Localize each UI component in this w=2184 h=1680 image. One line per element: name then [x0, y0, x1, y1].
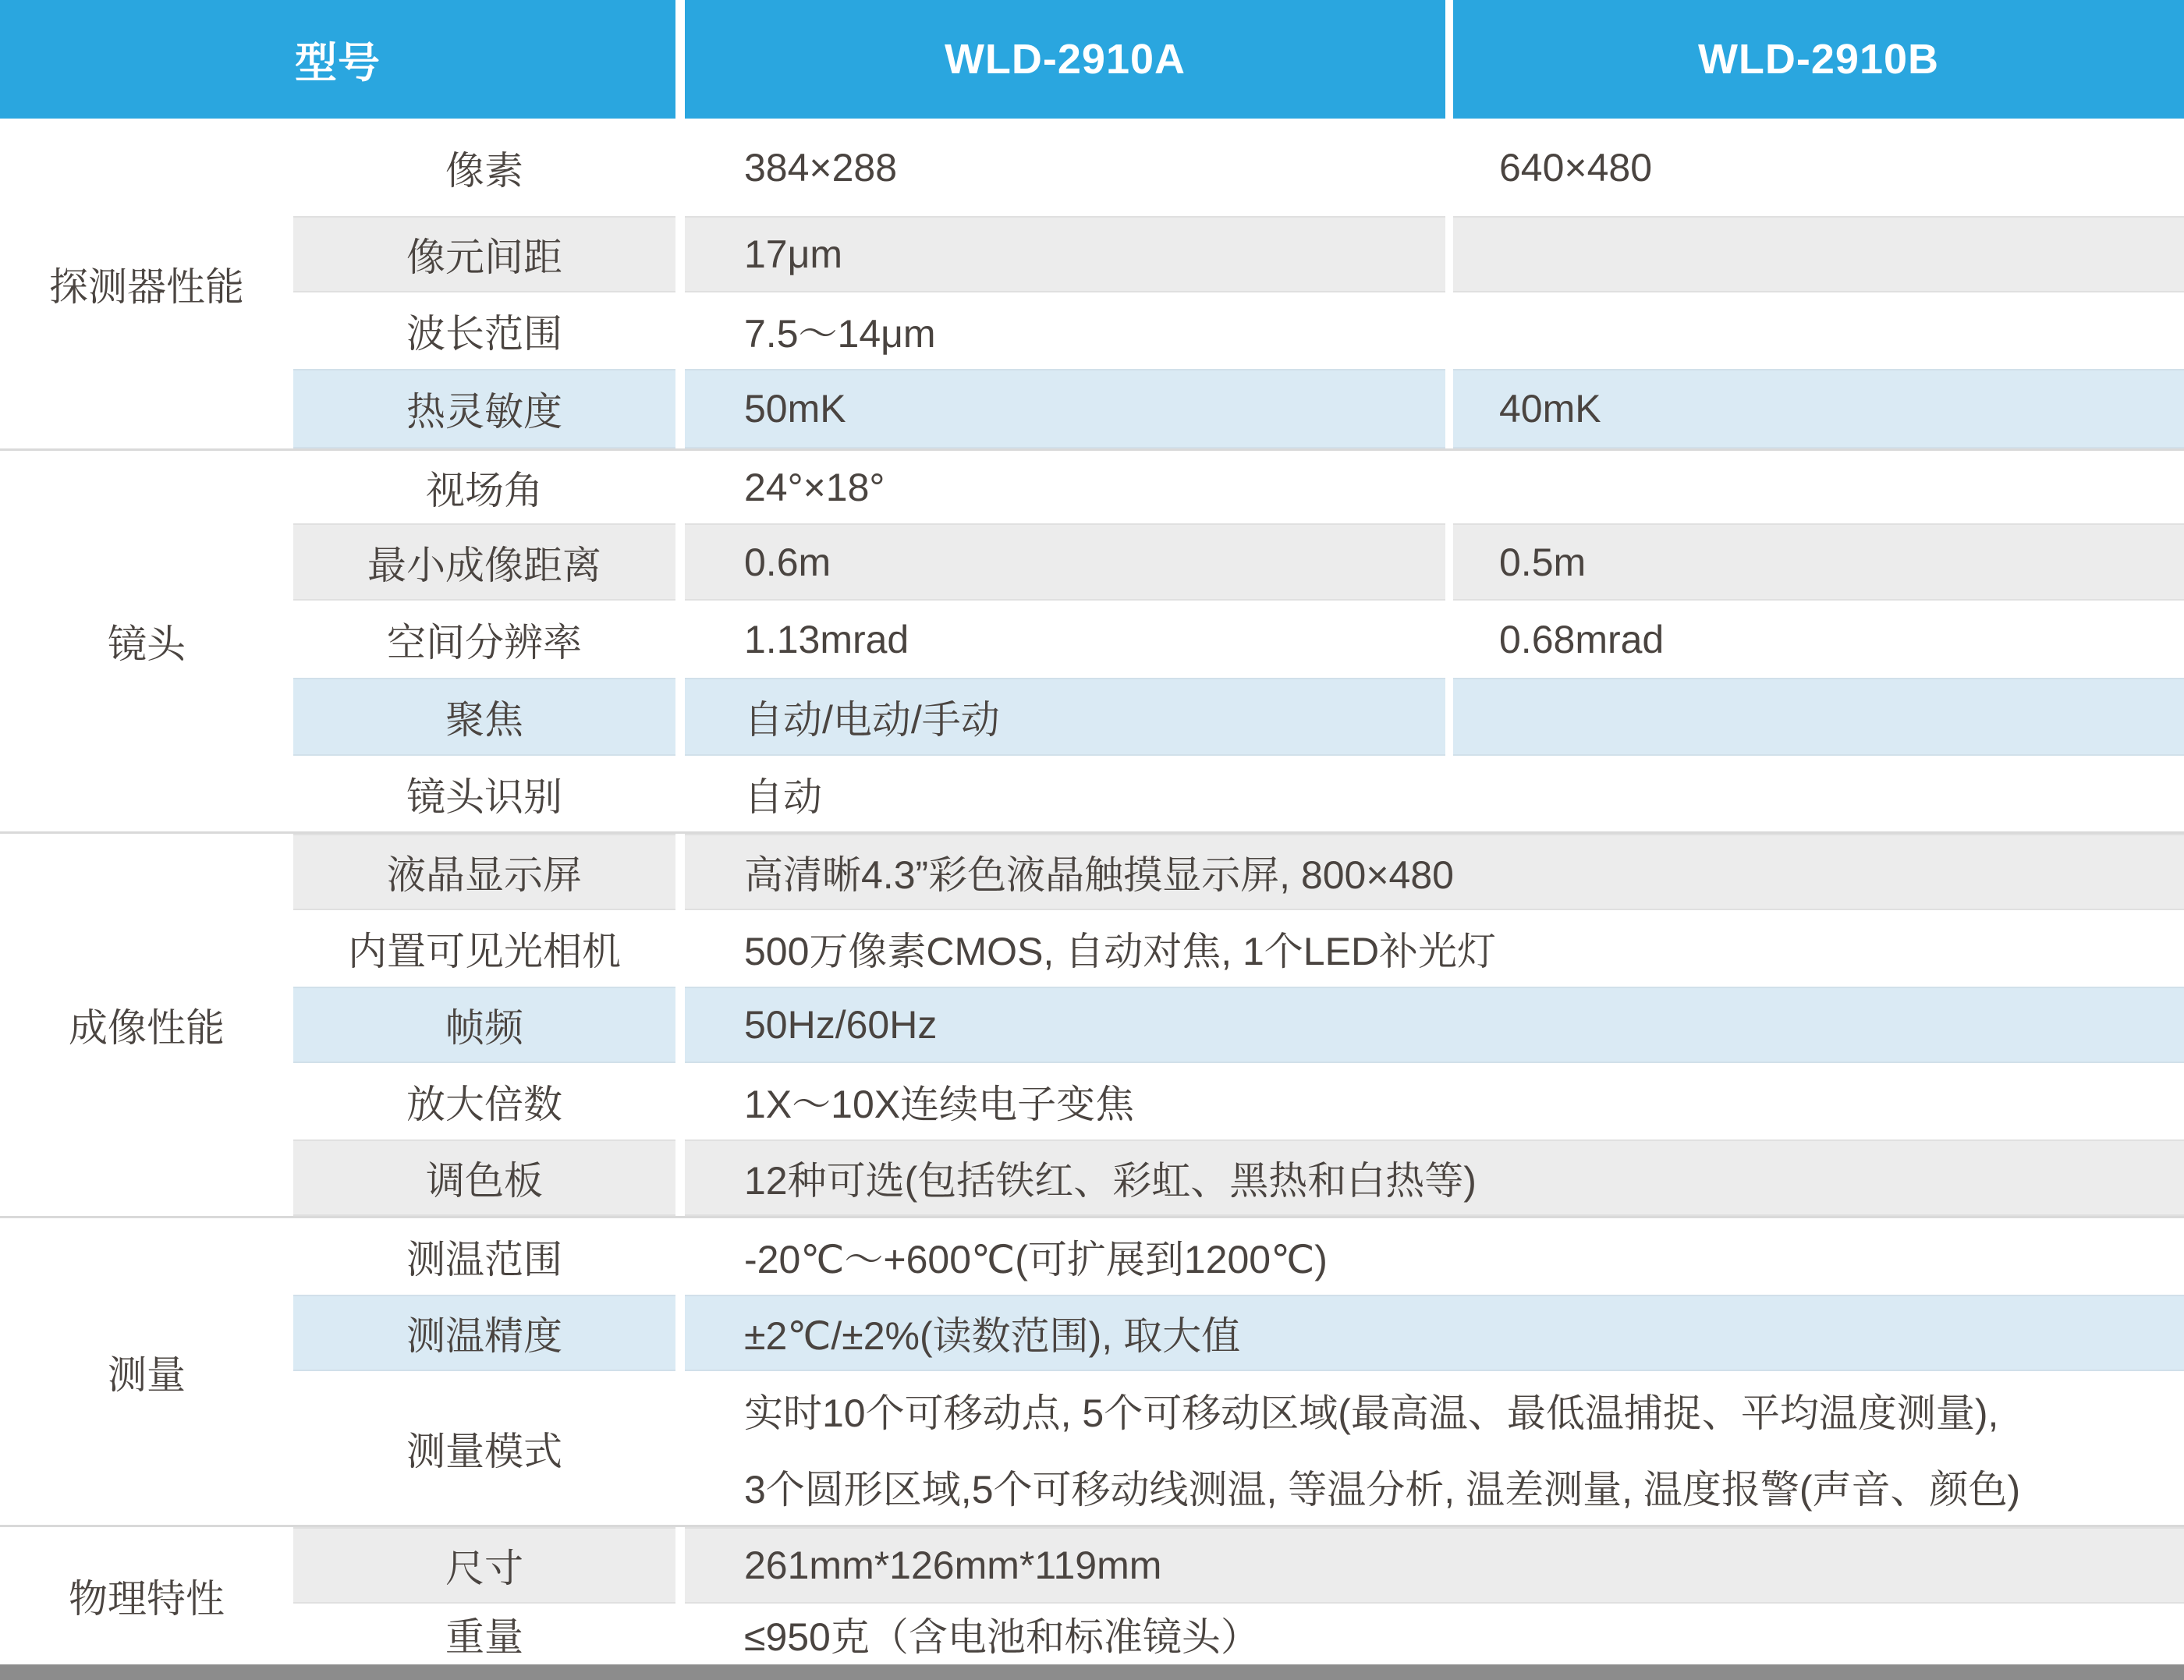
header-model-a: WLD-2910A: [685, 0, 1445, 119]
value-span: ±2℃/±2%(读数范围), 取大值: [685, 1295, 2184, 1371]
group-label: 镜头: [108, 622, 186, 666]
value-b: [1453, 756, 2184, 831]
group-imaging-performance: [0, 831, 2184, 1216]
table-header: [0, 0, 2184, 119]
value-span: 1X～10X连续电子变焦: [744, 1083, 1135, 1126]
row-label: 调色板: [293, 1139, 675, 1216]
table-row: [293, 523, 2184, 601]
row-label: 测量模式: [406, 1429, 562, 1473]
value-b: 640×480: [1499, 145, 1653, 190]
value-a: 384×288: [744, 145, 898, 190]
row-label: 热灵敏度: [293, 369, 675, 448]
table-row: [293, 834, 2184, 910]
bottom-divider-bar: [0, 1664, 2184, 1680]
row-label: 空间分辨率: [387, 620, 582, 665]
value-line: 3个圆形区域,5个可移动线测温, 等温分析, 温差测量, 温度报警(声音、颜色): [744, 1467, 2021, 1512]
value-b: [1453, 292, 2184, 369]
table-row: [293, 292, 2184, 369]
row-label: 重量: [445, 1615, 523, 1659]
row-label: 液晶显示屏: [293, 834, 675, 910]
value-span: 500万像素CMOS, 自动对焦, 1个LED补光灯: [744, 930, 1497, 973]
table-row: [293, 1218, 2184, 1295]
table-row: [293, 451, 2184, 523]
value-a: 24°×18°: [744, 465, 885, 509]
row-label: 镜头识别: [406, 774, 562, 819]
row-label: 尺寸: [293, 1527, 675, 1604]
value-a: 7.5～14μm: [744, 312, 936, 356]
group-label: 成像性能: [69, 1006, 225, 1050]
group-lens: [0, 448, 2184, 831]
table-row: [293, 119, 2184, 216]
value-b: [1453, 216, 2184, 292]
table-row: [293, 1527, 2184, 1604]
value-b: 40mK: [1453, 369, 2184, 448]
group-detector-performance: [0, 119, 2184, 448]
group-measurement: [0, 1216, 2184, 1525]
value-b: 0.68mrad: [1499, 617, 1665, 661]
table-row: [293, 1604, 2184, 1664]
table-row: [293, 1371, 2184, 1525]
value-b: 0.5m: [1453, 523, 2184, 601]
table-row: [293, 756, 2184, 831]
value-a: 1.13mrad: [744, 617, 909, 661]
group-label: 测量: [108, 1352, 186, 1397]
value-line: 实时10个可移动点, 5个可移动区域(最高温、最低温捕捉、平均温度测量),: [744, 1391, 1999, 1435]
row-label: 聚焦: [293, 678, 675, 756]
table-row: [293, 369, 2184, 448]
table-row: [293, 678, 2184, 756]
row-label: 像素: [445, 148, 523, 193]
group-label: 物理特性: [69, 1577, 225, 1621]
row-label: 内置可见光相机: [348, 930, 621, 973]
row-label: 最小成像距离: [293, 523, 675, 601]
value-span: [685, 1371, 2184, 1525]
table-row: [293, 987, 2184, 1063]
value-a: 自动/电动/手动: [685, 678, 1445, 756]
header-model-label: 型号: [0, 0, 675, 119]
value-span: 12种可选(包括铁红、彩虹、黑热和白热等): [685, 1139, 2184, 1216]
row-label: 帧频: [293, 987, 675, 1063]
value-a: 50mK: [685, 369, 1445, 448]
row-label: 波长范围: [406, 312, 562, 356]
value-span: 261mm*126mm*119mm: [685, 1527, 2184, 1604]
group-physical: [0, 1525, 2184, 1664]
row-label: 视场角: [426, 468, 543, 512]
value-a: 0.6m: [685, 523, 1445, 601]
table-row: [293, 601, 2184, 678]
value-a: 自动: [744, 774, 822, 819]
table-row: [293, 910, 2184, 987]
value-span: 高清晰4.3”彩色液晶触摸显示屏, 800×480: [685, 834, 2184, 910]
table-row: [293, 1063, 2184, 1139]
table-row: [293, 1295, 2184, 1371]
table-row: [293, 1139, 2184, 1216]
table-row: [293, 216, 2184, 292]
header-model-b: WLD-2910B: [1453, 0, 2184, 119]
value-b: [1453, 451, 2184, 523]
value-span: ≤950克（含电池和标准镜头）: [744, 1615, 1260, 1659]
row-label: 放大倍数: [406, 1083, 562, 1126]
row-label: 像元间距: [293, 216, 675, 292]
row-label: 测温精度: [293, 1295, 675, 1371]
value-a: 17μm: [685, 216, 1445, 292]
value-span: 50Hz/60Hz: [685, 987, 2184, 1063]
value-b: [1453, 678, 2184, 756]
group-label: 探测器性能: [49, 264, 244, 309]
value-span: -20℃～+600℃(可扩展到1200℃): [744, 1238, 1328, 1281]
row-label: 测温范围: [406, 1238, 562, 1281]
